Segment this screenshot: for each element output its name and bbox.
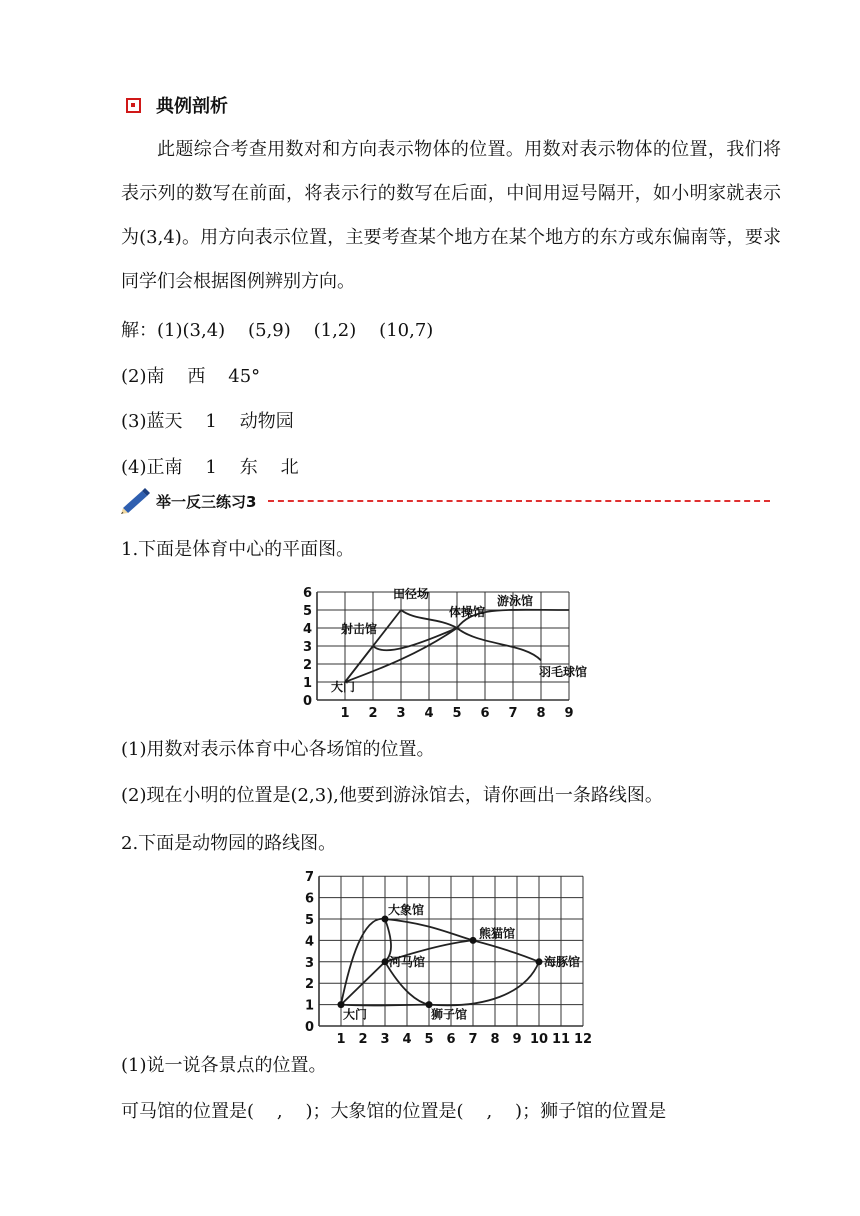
route-path — [341, 1005, 429, 1006]
place-dot — [536, 958, 543, 965]
y-tick-label: 6 — [304, 891, 314, 907]
answer-1: 解：(1)(3,4) (5,9) (1,2) (10,7) — [121, 320, 434, 341]
place-label: 田径场 — [393, 587, 430, 601]
red-square-icon — [126, 98, 141, 113]
x-tick-label: 2 — [368, 706, 378, 721]
x-tick-label: 8 — [490, 1032, 500, 1047]
q1-part2: (2)现在小明的位置是(2,3),他要到游泳馆去，请你画出一条路线图。 — [121, 785, 663, 806]
y-tick-label: 2 — [302, 658, 312, 673]
x-tick-label: 4 — [424, 706, 434, 721]
y-tick-label: 3 — [304, 955, 314, 971]
q2-part1: (1)说一说各景点的位置。 — [121, 1055, 327, 1076]
place-label: 体操馆 — [449, 605, 486, 619]
y-tick-label: 2 — [304, 977, 314, 993]
x-tick-label: 3 — [380, 1032, 390, 1047]
analysis-paragraph: 此题综合考查用数对和方向表示物体的位置。用数对表示物体的位置，我们将表示列的数写在前面，将表示行的数写在后面，中间用逗号隔开，如小明家就表示为(3,4)。用方向表示位置，主要考查某个地方在某个地方的东方或东偏南等，要求同学们会根据图例辨别方向。 — [121, 139, 781, 292]
y-tick-label: 5 — [302, 604, 312, 619]
x-tick-label: 5 — [424, 1032, 434, 1047]
x-tick-label: 1 — [340, 706, 350, 721]
x-tick-label: 7 — [508, 706, 518, 721]
x-tick-label: 8 — [536, 706, 546, 721]
answer-2: (2)南 西 45° — [121, 366, 261, 387]
y-tick-label: 0 — [302, 694, 312, 709]
x-tick-label: 2 — [358, 1032, 368, 1047]
place-dot — [382, 958, 389, 965]
place-label: 游泳馆 — [497, 594, 534, 608]
y-tick-label: 1 — [304, 998, 314, 1014]
x-tick-label: 9 — [512, 1032, 522, 1047]
q1-intro: 1.下面是体育中心的平面图。 — [121, 539, 355, 560]
zoo-route-map — [305, 868, 605, 1048]
place-label: 熊猫馆 — [479, 926, 516, 941]
y-tick-label: 7 — [304, 870, 314, 886]
x-tick-label: 4 — [402, 1032, 412, 1047]
route-path — [457, 628, 541, 660]
section-heading — [126, 92, 228, 118]
answer-3: (3)蓝天 1 动物园 — [121, 411, 294, 432]
x-tick-label: 3 — [396, 706, 406, 721]
y-tick-label: 3 — [302, 640, 312, 655]
place-label: 海豚馆 — [544, 954, 581, 969]
q1-part1: (1)用数对表示体育中心各场馆的位置。 — [121, 739, 435, 760]
sports-center-map — [302, 583, 595, 723]
place-dot — [470, 937, 477, 944]
route-path — [373, 628, 457, 650]
place-label: 羽毛球馆 — [539, 665, 588, 679]
y-tick-label: 0 — [304, 1020, 314, 1035]
place-label: 河马馆 — [389, 954, 426, 969]
x-tick-label: 11 — [551, 1032, 571, 1047]
place-label: 狮子馆 — [431, 1007, 468, 1022]
x-tick-label: 10 — [529, 1032, 549, 1047]
pencil-icon — [120, 488, 150, 514]
x-tick-label: 9 — [564, 706, 574, 721]
x-tick-label: 12 — [573, 1032, 593, 1047]
x-tick-label: 6 — [480, 706, 490, 721]
place-label: 大门 — [331, 680, 356, 694]
dashed-divider — [268, 500, 770, 502]
answer-4: (4)正南 1 东 北 — [121, 457, 299, 478]
practice-header — [120, 488, 770, 514]
y-tick-label: 1 — [302, 676, 312, 691]
q2-intro: 2.下面是动物园的路线图。 — [121, 833, 337, 854]
place-label: 大门 — [343, 1007, 368, 1022]
place-label: 大象馆 — [388, 903, 425, 917]
y-tick-label: 6 — [302, 586, 312, 601]
q2-fill: 可马馆的位置是( , )；大象馆的位置是( , )；狮子馆的位置是 — [121, 1101, 667, 1122]
place-label: 射击馆 — [341, 622, 378, 636]
section-title: 典例剖析 — [156, 96, 228, 117]
practice-title: 举一反三练习3 — [156, 492, 257, 511]
y-tick-label: 4 — [304, 934, 314, 950]
y-tick-label: 5 — [304, 913, 314, 928]
x-tick-label: 5 — [452, 706, 462, 721]
x-tick-label: 7 — [468, 1032, 478, 1047]
x-tick-label: 6 — [446, 1032, 456, 1047]
route-path — [473, 940, 539, 961]
y-tick-label: 4 — [302, 622, 312, 637]
x-tick-label: 1 — [336, 1032, 346, 1047]
